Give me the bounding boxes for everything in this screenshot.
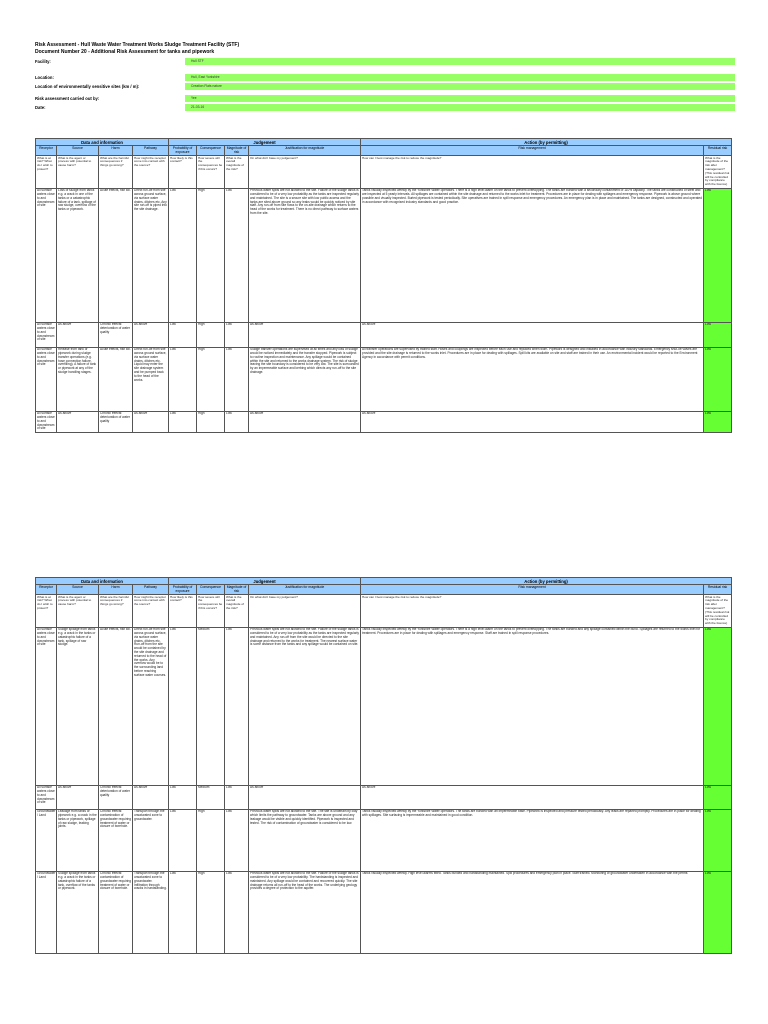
- sensitive-sites-label: Location of environmentally sensitive sites (km / m):: [35, 84, 140, 89]
- sensitive-sites-row: [35, 83, 735, 90]
- group-action: Action (by permitting): [361, 578, 732, 585]
- question-row: [36, 594, 732, 627]
- col-source: Source: [57, 146, 99, 156]
- cell-receptor: All surface waters close to and downstream of site: [36, 188, 57, 322]
- cell-residual-risk: Low: [704, 188, 732, 322]
- document-subtitle: Document Number 20 - Additional Risk Assessment for tanks and pipework: [35, 49, 215, 55]
- group-header-row: [36, 139, 732, 146]
- col-residual: Residual risk: [704, 146, 732, 156]
- group-data-info: Data and information: [36, 578, 169, 585]
- col-magnitude: Magnitude of risk: [225, 585, 249, 595]
- cell-consequence: High: [197, 188, 225, 322]
- q-source: What is the agent or process with potential to cause harm?: [57, 155, 99, 188]
- location-row: [35, 74, 735, 81]
- col-harm: Harm: [99, 585, 133, 595]
- cell-probability: Low: [169, 809, 197, 871]
- location-value[interactable]: Hull, East Yorkshire: [185, 74, 735, 81]
- q-probability: How likely is this contact?: [169, 155, 197, 188]
- cell-consequence: High: [197, 411, 225, 432]
- q-residual: What is the magnitude of the risk after management? (This residual risk will be controlled by compliance with the licence): [704, 594, 732, 627]
- cell-risk-management: As above: [361, 322, 704, 347]
- cell-receptor: All surface waters close to and downstream of site: [37, 411, 55, 431]
- q-receptor: What is at risk? What do I wish to protect?: [36, 594, 57, 627]
- group-judgement: Judgement: [169, 578, 361, 585]
- cell-residual-risk: Low: [704, 627, 732, 785]
- cell-consequence: High: [197, 809, 225, 871]
- col-probability: Probability of exposure: [169, 146, 197, 156]
- column-header-row: [36, 585, 732, 595]
- q-residual: What is the magnitude of the risk after management? (This residual risk will be controlled by compliance with the licence): [704, 155, 732, 188]
- cell-risk-management: As above: [361, 411, 704, 432]
- cell-pathway: As above: [133, 322, 169, 347]
- cell-receptor: Groundwater / Land: [36, 809, 57, 871]
- cell-pathway: Direct run-off from site across ground surface, via surface water drains, ditches etc. Liquid may enter the site drainage system and be pumped back to the head of the works.: [133, 347, 169, 411]
- group-action: Action (by permitting): [361, 139, 732, 146]
- cell-probability: Low: [169, 411, 197, 432]
- risk-row: [36, 347, 732, 411]
- col-consequence: Consequence: [197, 146, 225, 156]
- cell-receptor: Groundwater / Land: [36, 871, 57, 953]
- cell-magnitude: Low: [225, 627, 249, 785]
- cell-source: As above: [57, 322, 99, 347]
- document-heading: [35, 42, 735, 56]
- cell-harm: Chronic effects: contamination of groundwater requiring treatment of water or closure of borehole.: [99, 809, 133, 871]
- cell-pathway: As above: [133, 785, 169, 809]
- assessor-label: Risk assessment carried out by:: [35, 96, 100, 101]
- cell-justification: Previous water spills are not allowed to the site. Failure of the sludge tanks is considered to be of a very low probability as the tanks are inspected regularly and maintained. Any run-off from the site would be directed to the site drainage and returned to the works for treatment. The nearest surface water is some distance from the tanks and any spillage would be contained on site.: [249, 627, 361, 785]
- cell-source: Sludge spillage from tanks e.g. a crack in the tanks or catastrophic failure of a tank, overflow of the tanks or pipework.: [57, 871, 99, 953]
- cell-harm: Acute effects, fish kill.: [99, 188, 133, 322]
- col-probability: Probability of exposure: [169, 585, 197, 595]
- cell-receptor: All surface waters close to and downstream of site: [36, 322, 57, 347]
- assessor-row: [35, 95, 735, 102]
- cell-receptor: All surface waters close to and downstream of site: [36, 627, 57, 785]
- col-risk-management: Risk management: [361, 585, 704, 595]
- cell-probability: Low: [169, 347, 197, 411]
- col-residual: Residual risk: [704, 585, 732, 595]
- q-risk-management: How can I best manage the risk to reduce the magnitude?: [361, 155, 704, 188]
- date-label: Date:: [35, 105, 46, 110]
- cell-residual-risk: Low: [704, 809, 732, 871]
- risk-row: [36, 627, 732, 785]
- q-pathway: How might the receptor come into contact with the source?: [133, 594, 169, 627]
- cell-source: Loss of sludge from tanks e.g. a crack in one of the tanks or a catastrophic failure of a tank, spillage of raw sludge, overflow of the tanks or pipework.: [57, 188, 99, 322]
- q-magnitude: What is the overall magnitude of the risk?: [225, 594, 249, 627]
- q-pathway: How might the receptor come into contact with the source?: [133, 155, 169, 188]
- q-source: What is the agent or process with potential to cause harm?: [57, 594, 99, 627]
- cell-source: As above: [57, 411, 99, 432]
- q-consequence: How severe will the consequences be if this occurs?: [197, 155, 225, 188]
- cell-residual-risk: Low: [704, 347, 732, 411]
- risk-table-2: [35, 577, 732, 954]
- cell-magnitude: Low: [225, 347, 249, 411]
- cell-risk-management: Tanks visually inspected weekly by the Yorkshire Water operators. The tanks are bunded with an impermeable base. Pipework is inspected and pressure tested periodically. Any leaks are repaired promptly. Procedures are in place for dealing with spillages. Site surfacing is impermeable and maintained in good condition.: [361, 809, 704, 871]
- col-receptor: Receptor: [36, 585, 57, 595]
- date-value[interactable]: 21-03-16: [185, 104, 735, 111]
- date-row: [35, 104, 735, 111]
- cell-receptor: All surface waters close to and downstream of site: [36, 347, 57, 411]
- cell-justification: As above: [249, 785, 361, 809]
- cell-risk-management: Tanks visually inspected weekly by the Yorkshire Water operators. There is a high level alarm on the tanks to prevent overtopping. The tanks are bunded with a secondary containment of 110% capacity. The tanks are constructed of steel and are inspected at 5 yearly intervals. All spillages are contained within the site drainage and returned to the works inlet for treatment. Procedures are in place for dealing with spillages and emergency response. Pipework is above ground where possible and visually inspected. Buried pipework is tested periodically. Site operatives are trained in spill response and emergency procedures. An emergency plan is in place and maintained. The tanks are designed, constructed and operated in accordance with recognised industry standards and good practice.: [361, 188, 704, 322]
- q-justification: On what did I base my judgement?: [249, 594, 361, 627]
- cell-residual-risk: Low: [704, 411, 732, 432]
- col-source: Source: [57, 585, 99, 595]
- risk-rows-1: [36, 188, 732, 432]
- cell-source: Sludge spillage from tanks e.g. a crack in the tanks or catastrophic failure of a tank, spillage of raw sludge.: [57, 627, 99, 785]
- cell-consequence: High: [197, 322, 225, 347]
- cell-probability: Low: [169, 188, 197, 322]
- facility-row: [35, 58, 735, 65]
- document-title: Risk Assessment - Hull Waste Water Treatment Works Sludge Treatment Facility (STF): [35, 42, 240, 48]
- cell-harm: Acute effects, fish kill.: [99, 347, 133, 411]
- group-data-info: Data and information: [36, 139, 169, 146]
- sensitive-sites-value[interactable]: Creation Flats nature: [185, 83, 735, 90]
- cell-consequence: High: [197, 871, 225, 953]
- risk-table-1: [35, 138, 732, 433]
- cell-risk-management: Tanks visually inspected weekly by the Yorkshire Water operators. There is a high level alarm on the tanks to prevent overtopping. The tanks are bunded and any spillage contained within the bund. Spillages are returned to the works inlet for treatment. Procedures are in place for dealing with spillages and emergency response. Staff are trained in spill response procedures.: [361, 627, 704, 785]
- column-header-row: [36, 146, 732, 156]
- cell-risk-management: All transfer operations are supervised by trained staff. Hoses and couplings are inspected before each use and replaced when worn. Pipework is designed and installed in accordance with industry standards. Emergency shut-off valves are provided and the site drainage is returned to the works inlet. Procedures are in place for dealing with spillages. Spill kits are available on site and staff are trained in their use. An environmental incident would be reported to the Environment Agency in accordance with permit conditions.: [361, 347, 704, 411]
- cell-harm: Acute effects, fish kill.: [99, 627, 133, 785]
- cell-receptor: All surface waters close to and downstream of site: [36, 785, 57, 809]
- q-probability: How likely is this contact?: [169, 594, 197, 627]
- risk-row: [36, 411, 732, 432]
- risk-rows-2: [36, 627, 732, 953]
- cell-risk-management: Tanks visually inspected weekly. High level alarms fitted. Tanks bunded and hardstanding maintained. Spill procedures and emergency plan in place. Staff trained. Monitoring of groundwater undertaken in accordance with the permit.: [361, 871, 704, 953]
- cell-magnitude: Low: [225, 809, 249, 871]
- cell-pathway: Direct run-off from site across ground surface, via surface water drains, ditches etc. Run-off from the site would be contained by the site drainage and returned to the head of the works. Any overflow would be to the surrounding land before reaching surface water courses.: [133, 627, 169, 785]
- col-magnitude: Magnitude of risk: [225, 146, 249, 156]
- col-harm: Harm: [99, 146, 133, 156]
- cell-residual-risk: Low: [704, 785, 732, 809]
- q-risk-management: How can I best manage the risk to reduce the magnitude?: [361, 594, 704, 627]
- cell-harm: Chronic effects: deterioration of water quality: [99, 411, 133, 432]
- cell-justification: As above: [249, 322, 361, 347]
- q-justification: On what did I base my judgement?: [249, 155, 361, 188]
- location-label: Location:: [35, 75, 54, 80]
- col-pathway: Pathway: [133, 146, 169, 156]
- cell-consequence: High: [197, 347, 225, 411]
- q-harm: What are the harmful consequences if things go wrong?: [99, 594, 133, 627]
- cell-risk-management: As above: [361, 785, 704, 809]
- risk-row: [36, 809, 732, 871]
- cell-magnitude: Low: [225, 411, 249, 432]
- cell-magnitude: Low: [225, 785, 249, 809]
- assessor-value[interactable]: Yee: [185, 95, 735, 102]
- cell-pathway: Transport through the unsaturated zone to groundwater. Infiltration through cracks in hardstanding.: [133, 871, 169, 953]
- group-header-row: [36, 578, 732, 585]
- cell-source: Release from tank or pipework during sludge transfer operations (e.g. hose connection failure, overfilling). A failure of tank or pipework at any of the sludge handling stages.: [57, 347, 99, 411]
- cell-probability: Low: [169, 322, 197, 347]
- risk-row: [36, 871, 732, 953]
- col-justification: Justification for magnitude: [249, 585, 361, 595]
- q-magnitude: What is the overall magnitude of the risk?: [225, 155, 249, 188]
- cell-justification: Previous water spills are not allowed to the site. The site is underlain by clay which limits the pathway to groundwater. Tanks are above ground and any leakage would be visible and quickly identified. Pipework is inspected and tested. The risk of contamination of groundwater is considered to be low.: [249, 809, 361, 871]
- col-risk-management: Risk management: [361, 146, 704, 156]
- cell-probability: Low: [169, 627, 197, 785]
- col-consequence: Consequence: [197, 585, 225, 595]
- cell-magnitude: Low: [225, 322, 249, 347]
- cell-probability: Low: [169, 871, 197, 953]
- risk-row: [36, 785, 732, 809]
- cell-consequence: Medium: [197, 785, 225, 809]
- cell-probability: Low: [169, 785, 197, 809]
- cell-consequence: Medium: [197, 627, 225, 785]
- cell-magnitude: Low: [225, 188, 249, 322]
- cell-source: Leakage from tanks or pipework e.g. a crack in the tanks or pipework, spillage of raw sludge, leaking joints.: [57, 809, 99, 871]
- q-consequence: How severe will the consequences be if this occurs?: [197, 594, 225, 627]
- col-pathway: Pathway: [133, 585, 169, 595]
- q-receptor: What is at risk? What do I wish to protect?: [36, 155, 57, 188]
- cell-pathway: Transport through the unsaturated zone to groundwater.: [133, 809, 169, 871]
- risk-row: [36, 188, 732, 322]
- cell-harm: Chronic effects: deterioration of water quality: [99, 785, 133, 809]
- cell-justification: As above: [249, 411, 361, 432]
- question-row: [36, 155, 732, 188]
- cell-justification: Sludge transfer operations are supervised at all times and any loss of sludge would be noticed immediately and the transfer stopped. Pipework is subject to routine inspection and maintenance. Any spillage would be contained within the site and returned to the works drainage system. The risk of sludge leaving the site boundary is considered to be very low. The site is surrounded by an impermeable surface and kerbing which directs any run-off to the site drainage.: [249, 347, 361, 411]
- q-harm: What are the harmful consequences if things go wrong?: [99, 155, 133, 188]
- cell-source: As above: [57, 785, 99, 809]
- facility-value[interactable]: Hull STF: [185, 58, 735, 65]
- cell-residual-risk: Low: [704, 322, 732, 347]
- cell-justification: Previous water spills are not allowed to the site. Failure of the sludge tanks is considered to be of a very low probability. The hardstanding is inspected and maintained. Any spillage would be contained and recovered quickly. The site drainage returns all run-off to the head of the works. The underlying geology provides a degree of protection to the aquifer.: [249, 871, 361, 953]
- cell-harm: Chronic effects: contamination of groundwater requiring treatment of water or closure of borehole.: [99, 871, 133, 953]
- cell-residual-risk: Low: [704, 871, 732, 953]
- col-receptor: Receptor: [36, 146, 57, 156]
- cell-pathway: Direct run-off from site across ground surface, via surface water drains, ditches etc. Any site run-off is piped into the site drainage.: [133, 188, 169, 322]
- risk-row: [36, 322, 732, 347]
- cell-pathway: As above: [133, 411, 169, 432]
- group-judgement: Judgement: [169, 139, 361, 146]
- cell-harm: Chronic effects: deterioration of water quality: [99, 322, 133, 347]
- facility-label: Facility:: [35, 59, 51, 64]
- cell-magnitude: Low: [225, 871, 249, 953]
- cell-justification: Previous water spills are not allowed to the site. Failure of the sludge tanks is considered to be of a very low probability as the tanks are inspected regularly and maintained. The site is a secure site with low public access and the tanks are sited above ground so any leaks would be quickly noticed by site staff. Any run-off from site flows to the on-site drainage which returns to the head of the works for treatment. There is no direct pathway to surface waters from the site.: [249, 188, 361, 322]
- col-justification: Justification for magnitude: [249, 146, 361, 156]
